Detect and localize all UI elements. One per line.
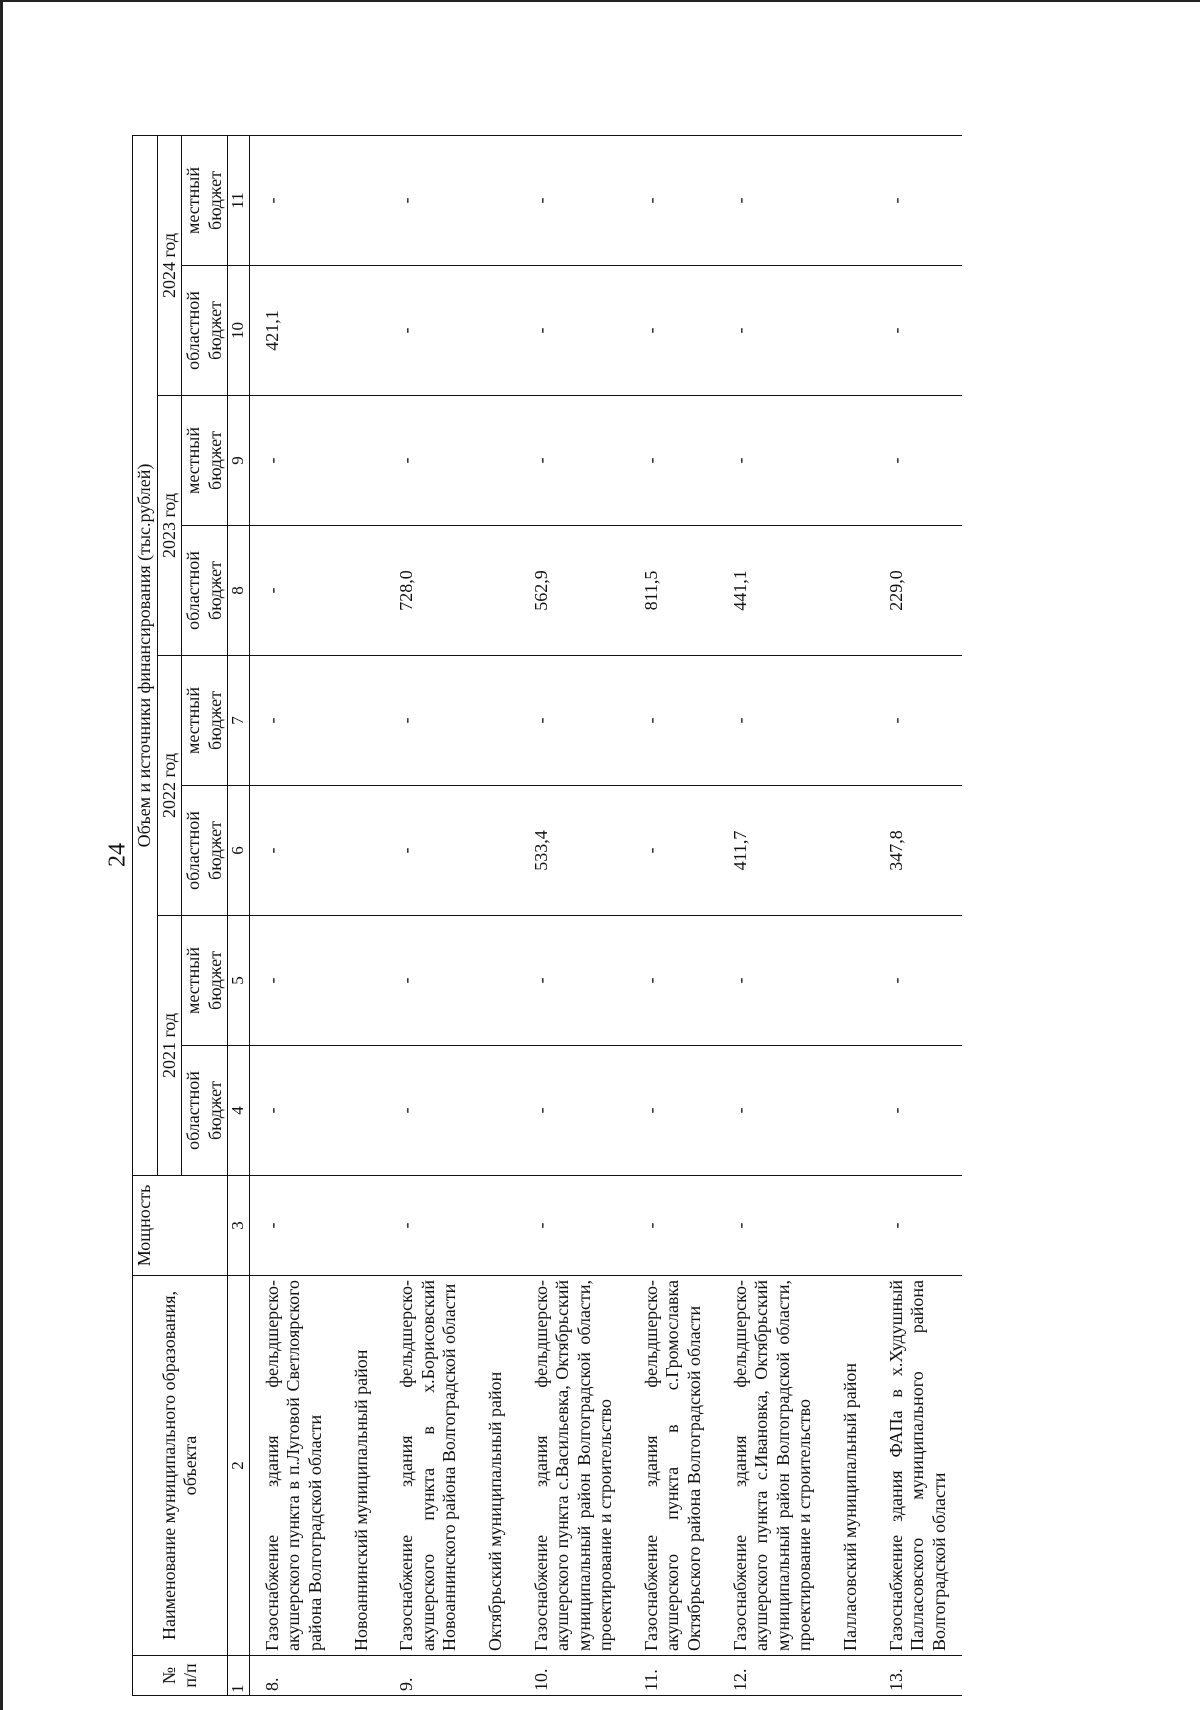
empty-cell	[473, 135, 519, 265]
regional-budget-value: -	[629, 1046, 718, 1176]
table-row	[249, 135, 338, 1695]
empty-cell	[473, 1046, 519, 1176]
column-index: 4	[228, 1046, 249, 1176]
local-budget-value: -	[519, 135, 629, 265]
capacity-cell: -	[874, 1176, 963, 1276]
column-index: 7	[228, 656, 249, 786]
empty-cell	[473, 396, 519, 526]
regional-budget-value: 229,0	[874, 526, 963, 656]
empty-cell	[339, 786, 385, 916]
regional-budget-value: -	[629, 266, 718, 396]
local-budget-value: -	[519, 396, 629, 526]
local-budget-value: -	[249, 135, 338, 265]
capacity-cell: -	[519, 1176, 629, 1276]
object-name: Газоснабжение здания фельдшерско-акушерского пункта в п.Луговой Светлоярского района Волгоградской области	[249, 1276, 338, 1656]
regional-budget-value: -	[384, 266, 473, 396]
local-budget-value: -	[629, 135, 718, 265]
empty-cell	[828, 1046, 874, 1176]
regional-budget-value: 347,8	[874, 786, 963, 916]
empty-cell	[339, 135, 385, 265]
local-budget-value: -	[519, 916, 629, 1046]
local-budget-value: -	[718, 656, 828, 786]
empty-cell	[473, 526, 519, 656]
local-budget-value: -	[718, 135, 828, 265]
region-name: Палласовский муниципальный район	[828, 1276, 874, 1656]
local-budget-value: -	[874, 916, 963, 1046]
column-index: 11	[228, 135, 249, 265]
table-header	[133, 135, 250, 1695]
header-regional-budget: областной бюджет	[182, 1046, 228, 1176]
region-row-no-cell	[828, 1656, 874, 1696]
capacity-cell: -	[629, 1176, 718, 1276]
column-index: 1	[228, 1656, 249, 1696]
local-budget-value: -	[718, 916, 828, 1046]
header-regional-budget: областной бюджет	[182, 786, 228, 916]
region-row	[828, 135, 874, 1695]
column-index: 6	[228, 786, 249, 916]
regional-budget-value: 441,1	[718, 526, 828, 656]
funding-table	[132, 135, 962, 1696]
local-budget-value: -	[384, 396, 473, 526]
empty-cell	[473, 266, 519, 396]
capacity-cell: -	[718, 1176, 828, 1276]
local-budget-value: -	[874, 135, 963, 265]
scan-edge-left	[0, 0, 3, 1710]
empty-cell	[339, 396, 385, 526]
regional-budget-value: -	[249, 786, 338, 916]
header-capacity: Мощность	[133, 1176, 228, 1276]
regional-budget-value: 533,4	[519, 786, 629, 916]
empty-cell	[339, 656, 385, 786]
empty-cell	[828, 1176, 874, 1276]
regional-budget-value: 421,1	[249, 266, 338, 396]
table-row	[718, 135, 828, 1695]
row-number: 10.	[519, 1656, 629, 1696]
regional-budget-value: -	[384, 786, 473, 916]
empty-cell	[339, 1046, 385, 1176]
capacity-cell: -	[384, 1176, 473, 1276]
header-year-2022: 2022 год	[157, 656, 182, 916]
header-regional-budget: областной бюджет	[182, 526, 228, 656]
regional-budget-value: -	[519, 1046, 629, 1176]
row-number: 12.	[718, 1656, 828, 1696]
header-year-2023: 2023 год	[157, 396, 182, 656]
column-index: 5	[228, 916, 249, 1046]
header-no: № п/п	[133, 1656, 228, 1696]
empty-cell	[828, 786, 874, 916]
header-regional-budget: областной бюджет	[182, 266, 228, 396]
empty-cell	[339, 266, 385, 396]
empty-cell	[828, 266, 874, 396]
regional-budget-value: -	[384, 1046, 473, 1176]
header-local-budget: местный бюджет	[182, 135, 228, 265]
region-row	[473, 135, 519, 1695]
local-budget-value: -	[629, 656, 718, 786]
column-index: 10	[228, 266, 249, 396]
local-budget-value: -	[874, 656, 963, 786]
local-budget-value: -	[249, 656, 338, 786]
row-number: 8.	[249, 1656, 338, 1696]
header-year-2021: 2021 год	[157, 916, 182, 1176]
column-index: 9	[228, 396, 249, 526]
header-local-budget: местный бюджет	[182, 396, 228, 526]
row-number: 9.	[384, 1656, 473, 1696]
table-row	[874, 135, 963, 1695]
empty-cell	[473, 786, 519, 916]
column-index: 8	[228, 526, 249, 656]
regional-budget-value: -	[874, 1046, 963, 1176]
header-local-budget: местный бюджет	[182, 656, 228, 786]
row-number: 13.	[874, 1656, 963, 1696]
object-name: Газоснабжение здания фельдшерско-акушерского пункта с.Ивановка, Октябрьский муниципальный район Волгоградской области, проектирование и строительство	[718, 1276, 828, 1656]
regional-budget-value: -	[629, 786, 718, 916]
regional-budget-value: -	[249, 1046, 338, 1176]
header-name: Наименование муниципального образования, объекта	[133, 1276, 228, 1656]
empty-cell	[828, 656, 874, 786]
regional-budget-value: -	[718, 266, 828, 396]
page-number: 24	[104, 843, 131, 867]
empty-cell	[339, 916, 385, 1046]
capacity-cell: -	[249, 1176, 338, 1276]
local-budget-value: -	[519, 656, 629, 786]
empty-cell	[473, 656, 519, 786]
table-body	[249, 135, 962, 1695]
column-index-row	[228, 135, 249, 1695]
empty-cell	[473, 1176, 519, 1276]
region-name: Новоаннинский муниципальный район	[339, 1276, 385, 1656]
empty-cell	[473, 916, 519, 1046]
regional-budget-value: 562,9	[519, 526, 629, 656]
regional-budget-value: 728,0	[384, 526, 473, 656]
region-row-no-cell	[339, 1656, 385, 1696]
column-index: 2	[228, 1276, 249, 1656]
local-budget-value: -	[249, 396, 338, 526]
scan-edge-top	[0, 0, 1200, 2]
object-name: Газоснабжение здания фельдшерско-акушерского пункта в х.Борисовский Новоаннинского района Волгоградской области	[384, 1276, 473, 1656]
regional-budget-value: -	[519, 266, 629, 396]
column-index: 3	[228, 1176, 249, 1276]
object-name: Газоснабжение здания фельдшерско-акушерского пункта в с.Громославка Октябрьского района Волгоградской области	[629, 1276, 718, 1656]
table-row	[519, 135, 629, 1695]
header-funding: Объем и источники финансирования (тыс.рублей)	[133, 135, 158, 1175]
local-budget-value: -	[249, 916, 338, 1046]
region-row-no-cell	[473, 1656, 519, 1696]
regional-budget-value: -	[874, 266, 963, 396]
local-budget-value: -	[384, 656, 473, 786]
empty-cell	[339, 526, 385, 656]
empty-cell	[828, 916, 874, 1046]
table-row	[384, 135, 473, 1695]
local-budget-value: -	[718, 396, 828, 526]
header-year-2024: 2024 год	[157, 135, 182, 395]
region-name: Октябрьский муниципальный район	[473, 1276, 519, 1656]
empty-cell	[339, 1176, 385, 1276]
empty-cell	[828, 135, 874, 265]
table-row	[629, 135, 718, 1695]
regional-budget-value: -	[249, 526, 338, 656]
local-budget-value: -	[629, 916, 718, 1046]
regional-budget-value: -	[718, 1046, 828, 1176]
local-budget-value: -	[629, 396, 718, 526]
local-budget-value: -	[874, 396, 963, 526]
rotated-table-region	[132, 136, 972, 1696]
empty-cell	[828, 526, 874, 656]
regional-budget-value: 411,7	[718, 786, 828, 916]
empty-cell	[828, 396, 874, 526]
region-row	[339, 135, 385, 1695]
object-name: Газоснабжение здания ФАПа в х.Худушный Палласовского муниципального района Волгоградской области	[874, 1276, 963, 1656]
object-name: Газоснабжение здания фельдшерско-акушерского пункта с.Васильевка, Октябрьский муниципальный район Волгоградской области, проектирование и строительство	[519, 1276, 629, 1656]
row-number: 11.	[629, 1656, 718, 1696]
regional-budget-value: 811,5	[629, 526, 718, 656]
local-budget-value: -	[384, 135, 473, 265]
local-budget-value: -	[384, 916, 473, 1046]
header-local-budget: местный бюджет	[182, 916, 228, 1046]
